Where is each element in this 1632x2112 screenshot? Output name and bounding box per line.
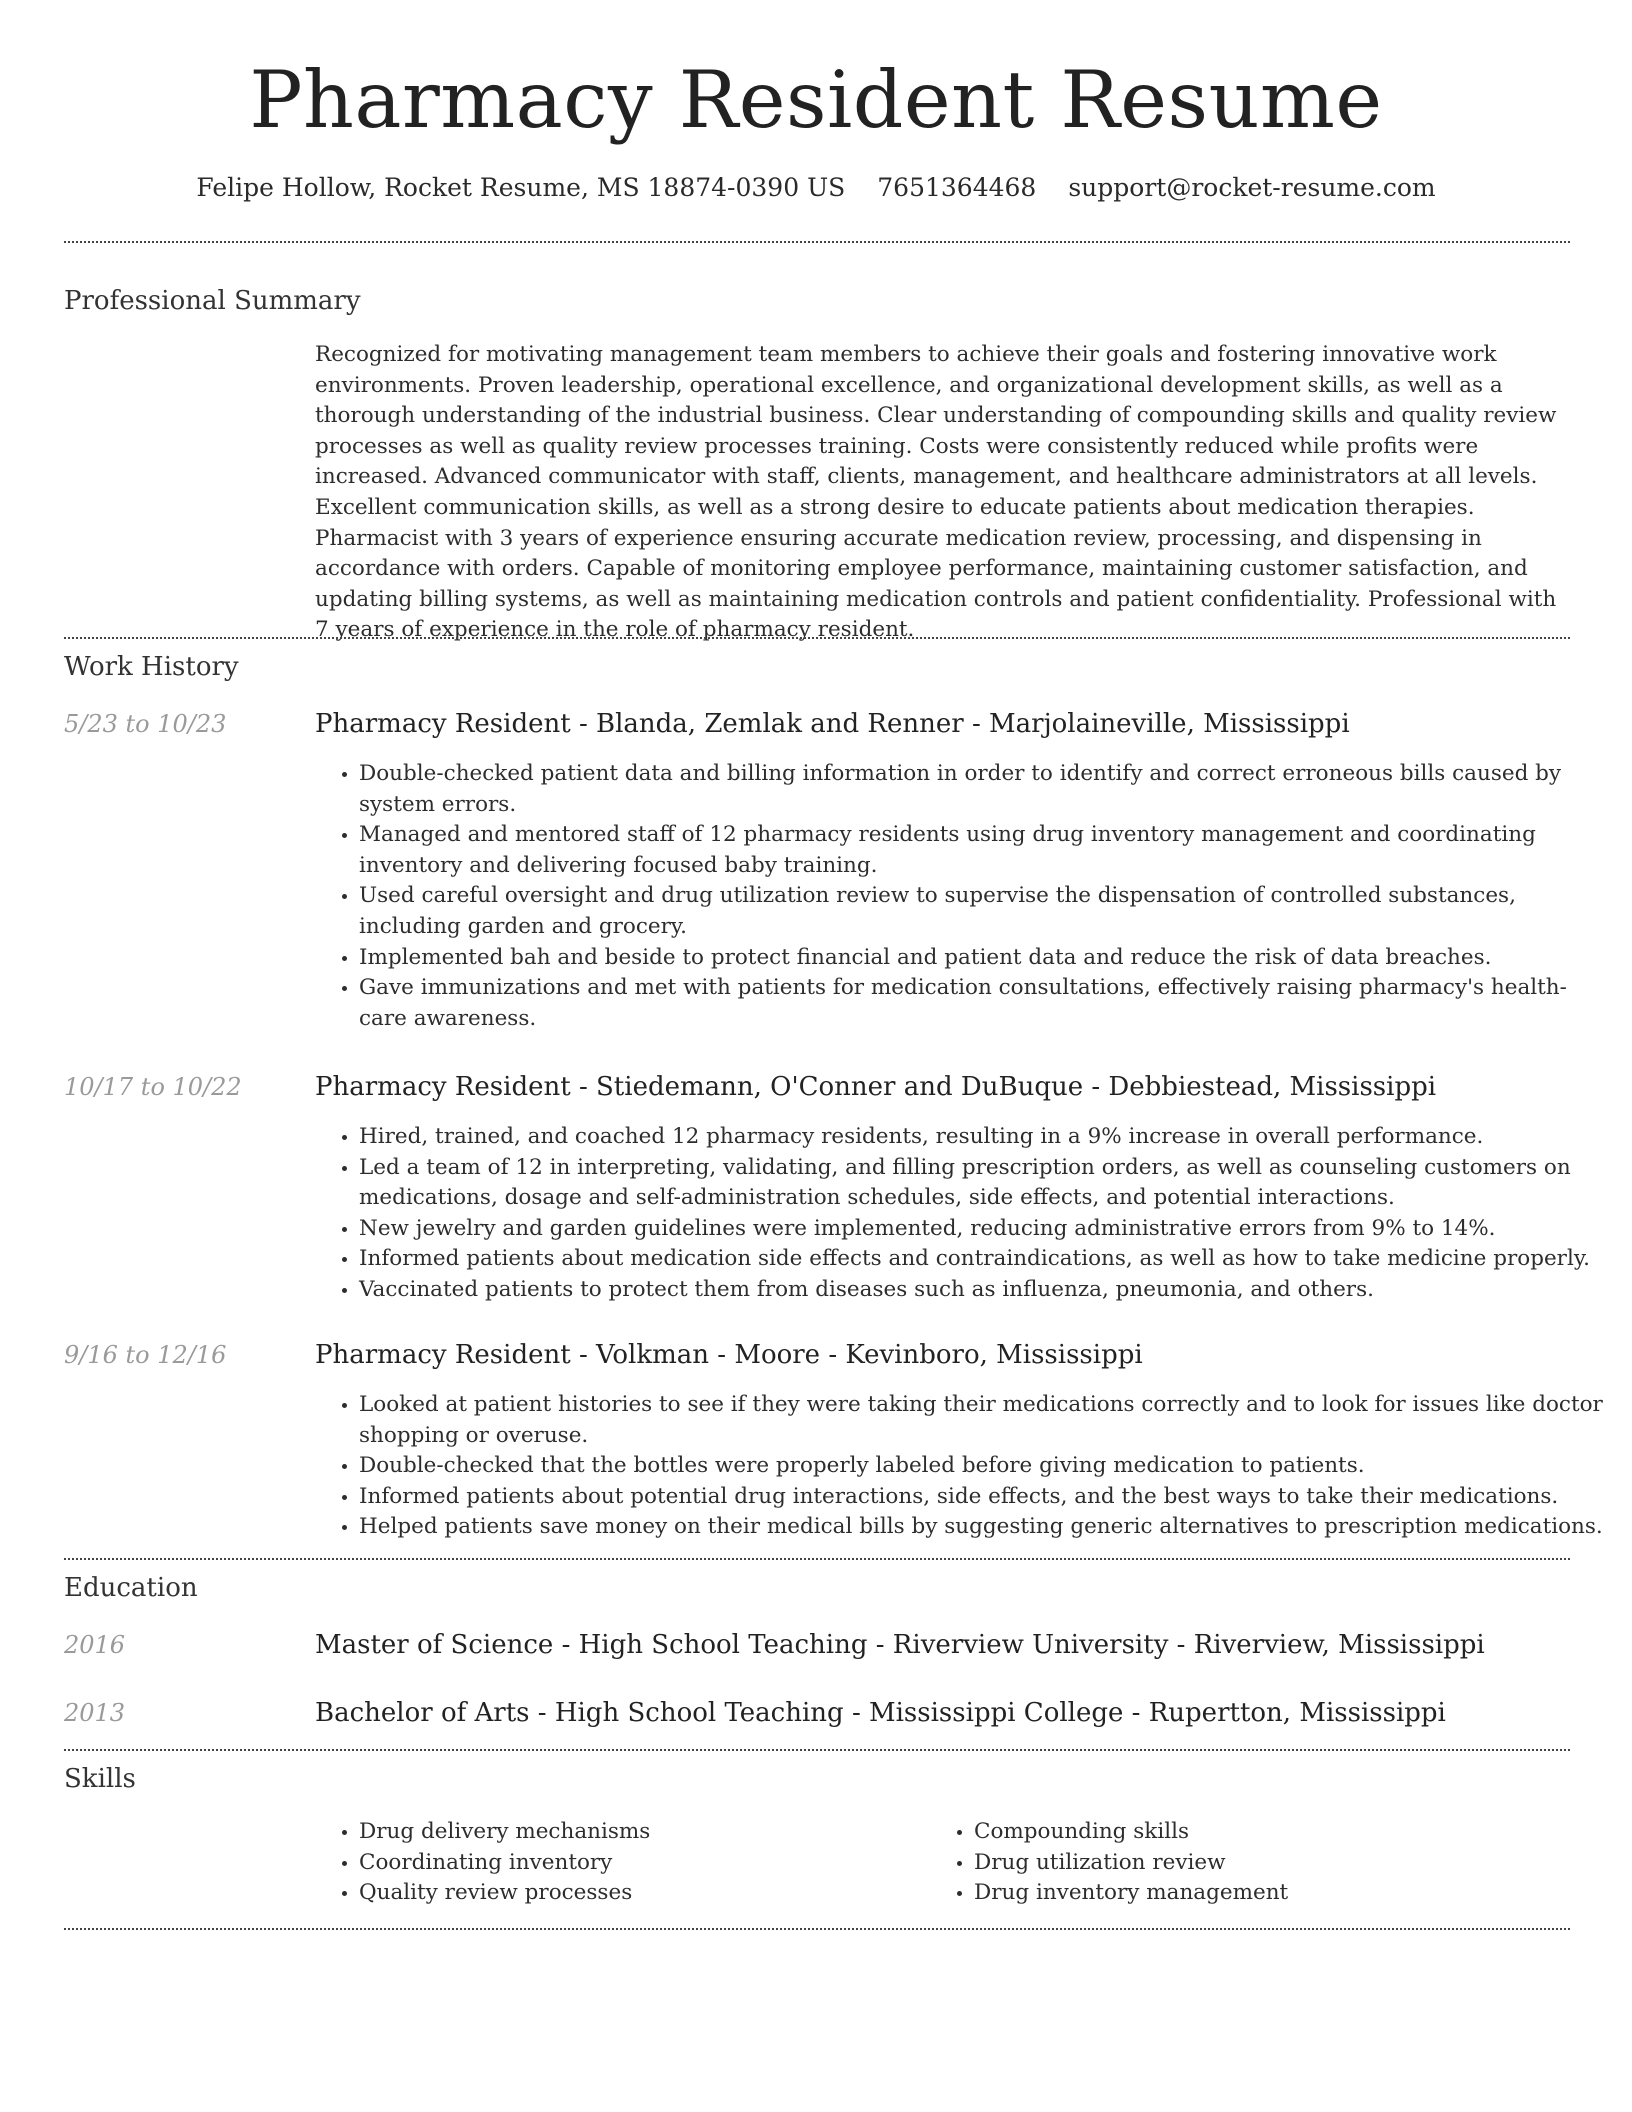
divider — [64, 1558, 1570, 1560]
job-bullet: • Helped patients save money on their medical bills by suggesting generic alternatives to prescription medications. — [359, 1512, 1614, 1543]
job-bullet: • Vaccinated patients to protect them from diseases such as influenza, pneumonia, and others. — [359, 1275, 1614, 1306]
job-bullet: • Informed patients about potential drug interactions, side effects, and the best ways to take their medications. — [359, 1482, 1614, 1513]
skills-list-right — [930, 1817, 1534, 1909]
skill-item: • Quality review processes — [359, 1878, 919, 1909]
job-dates: 10/17 to 10/22 — [64, 1073, 242, 1101]
job-bullet: • Managed and mentored staff of 12 pharmacy residents using drug inventory management and coordinating inventory and delivering focused baby training. — [359, 820, 1614, 881]
job-dates: 5/23 to 10/23 — [64, 710, 227, 738]
skill-item: • Compounding skills — [974, 1817, 1534, 1848]
education-heading: Education — [64, 1573, 198, 1603]
skills-heading: Skills — [64, 1764, 136, 1794]
work-history-heading: Work History — [64, 652, 239, 682]
skill-item: • Drug utilization review — [974, 1848, 1534, 1879]
contact-phone: 7651364468 — [877, 173, 1037, 202]
contact-address: Felipe Hollow, Rocket Resume, MS 18874-0390 US — [196, 173, 846, 202]
contact-line — [0, 170, 1632, 206]
page-title: Pharmacy Resident Resume — [249, 54, 1383, 146]
job-bullet: • Double-checked that the bottles were properly labeled before giving medication to patients. — [359, 1451, 1614, 1482]
education-degree: Master of Science - High School Teaching - Riverview University - Riverview, Mississippi — [315, 1630, 1485, 1660]
job-bullets — [315, 1122, 1614, 1306]
job-bullets — [315, 1390, 1614, 1543]
job-bullet: • Led a team of 12 in interpreting, validating, and filling prescription orders, as well as counseling customers on medications, dosage and self-administration schedules, side effects, and potential interactions. — [359, 1153, 1614, 1214]
skill-item: • Drug delivery mechanisms — [359, 1817, 919, 1848]
skill-item: • Drug inventory management — [974, 1878, 1534, 1909]
divider — [64, 1928, 1570, 1930]
summary-heading: Professional Summary — [64, 286, 361, 316]
job-bullet: • Used careful oversight and drug utilization review to supervise the dispensation of controlled substances, including garden and grocery. — [359, 881, 1614, 942]
job-bullets — [315, 759, 1614, 1034]
job-bullet: • Hired, trained, and coached 12 pharmacy residents, resulting in a 9% increase in overall performance. — [359, 1122, 1614, 1153]
job-bullet: • Looked at patient histories to see if they were taking their medications correctly and to look for issues like doctor shopping or overuse. — [359, 1390, 1614, 1451]
job-bullet: • New jewelry and garden guidelines were implemented, reducing administrative errors from 9% to 14%. — [359, 1214, 1614, 1245]
job-bullet: • Double-checked patient data and billing information in order to identify and correct erroneous bills caused by system errors. — [359, 759, 1614, 820]
education-degree: Bachelor of Arts - High School Teaching - Mississippi College - Rupertton, Mississippi — [315, 1698, 1446, 1728]
divider — [64, 637, 1570, 639]
job-title: Pharmacy Resident - Volkman - Moore - Kevinboro, Mississippi — [315, 1340, 1143, 1370]
contact-email: support@rocket-resume.com — [1068, 173, 1436, 202]
job-title: Pharmacy Resident - Blanda, Zemlak and Renner - Marjolaineville, Mississippi — [315, 709, 1350, 739]
job-title: Pharmacy Resident - Stiedemann, O'Conner and DuBuque - Debbiestead, Mississippi — [315, 1072, 1437, 1102]
education-year: 2013 — [64, 1699, 126, 1727]
job-bullet: • Informed patients about medication side effects and contraindications, as well as how to take medicine properly. — [359, 1244, 1614, 1275]
skill-item: • Coordinating inventory — [359, 1848, 919, 1879]
job-bullet: • Gave immunizations and met with patients for medication consultations, effectively raising pharmacy's health-care awareness. — [359, 973, 1614, 1034]
summary-text: Recognized for motivating management team members to achieve their goals and fostering innovative work environments. Proven leadership, operational excellence, and organizational development skills, as well as a thorough understanding of the industrial business. Clear understanding of compounding skills and quality review processes as well as quality review processes training. Costs were consistently reduced while profits were increased. Advanced communicator with staff, clients, management, and healthcare administrators at all levels. Excellent communication skills, as well as a strong desire to educate patients about medication therapies. Pharmacist with 3 years of experience ensuring accurate medication review, processing, and dispensing in accordance with orders. Capable of monitoring employee performance, maintaining customer satisfaction, and updating billing systems, as well as maintaining medication controls and patient confidentiality. Professional with 7 years of experience in the role of pharmacy resident. — [315, 342, 1557, 643]
job-dates: 9/16 to 12/16 — [64, 1341, 227, 1369]
skills-list-left — [315, 1817, 919, 1909]
divider — [64, 241, 1570, 243]
job-bullet: • Implemented bah and beside to protect financial and patient data and reduce the risk of data breaches. — [359, 943, 1614, 974]
divider — [64, 1749, 1570, 1751]
education-year: 2016 — [64, 1631, 126, 1659]
